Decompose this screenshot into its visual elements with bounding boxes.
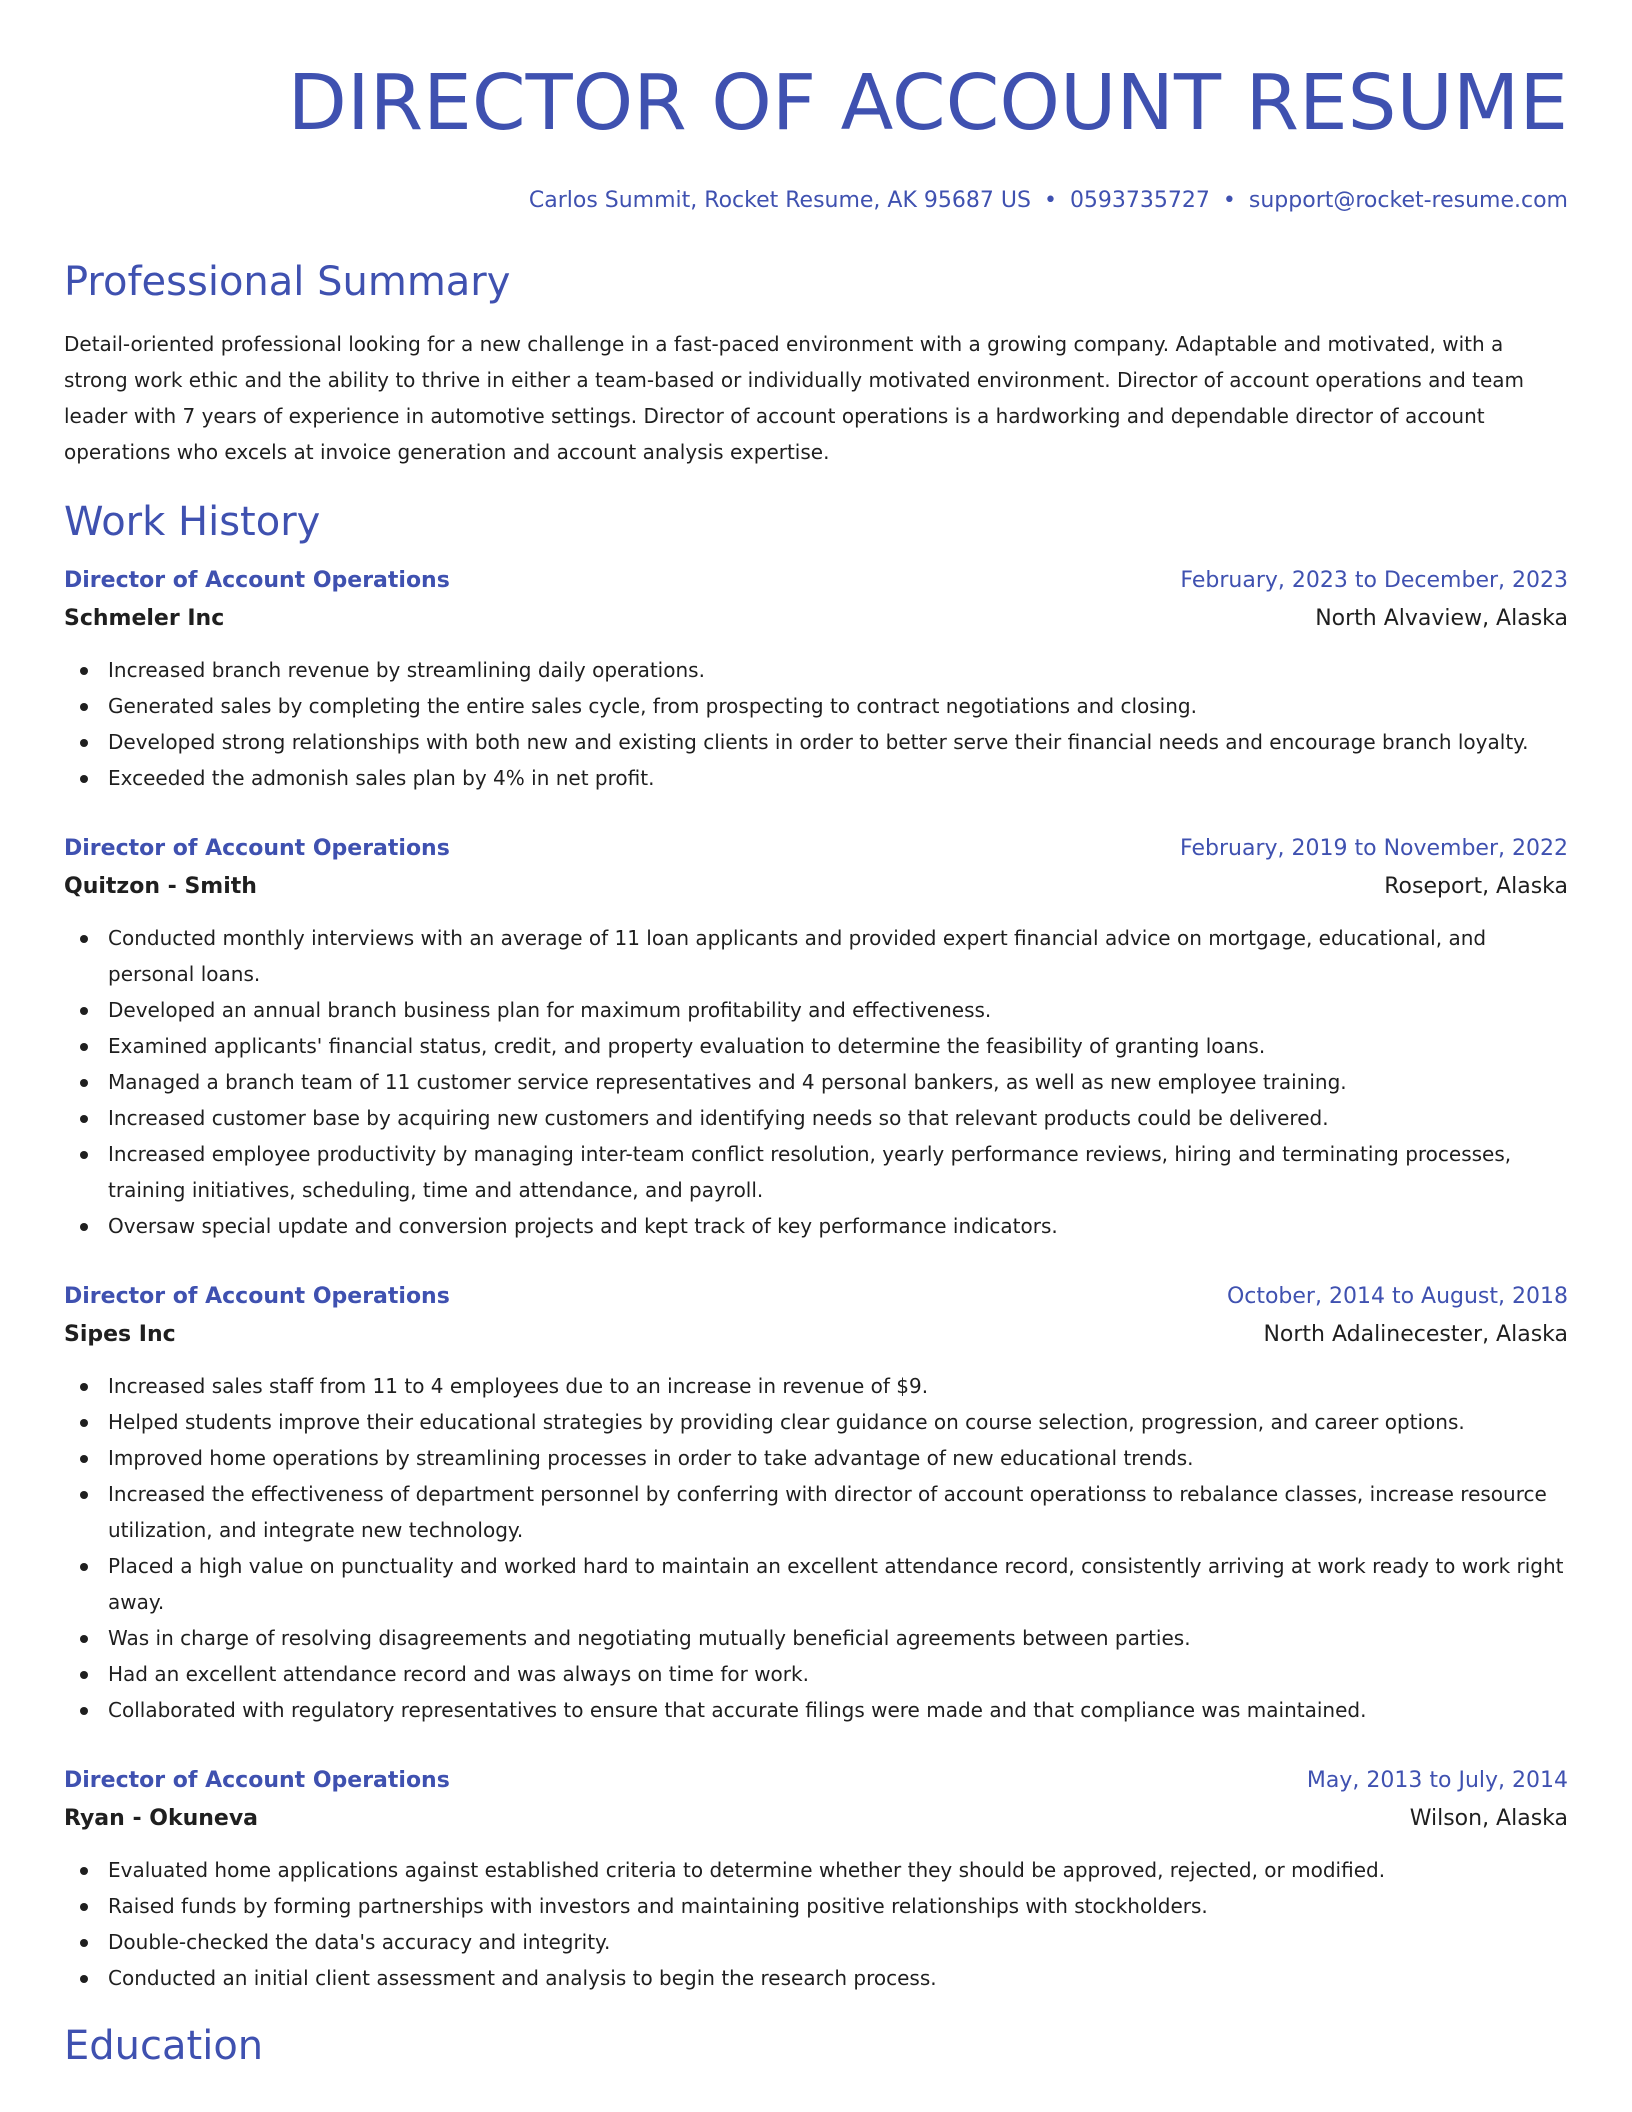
contact-line	[64, 186, 1568, 216]
job-bullet: Increased branch revenue by streamlining daily operations.	[64, 652, 1568, 688]
job-dates: May, 2013 to July, 2014	[1306, 1768, 1568, 1793]
job-bullet: Conducted monthly interviews with an average of 11 loan applicants and provided expert financial advice on mortgage, educational, and personal loans.	[64, 920, 1568, 992]
job-title: Director of Account Operations	[64, 836, 450, 861]
job-bullet: Developed an annual branch business plan for maximum profitability and effectiveness.	[64, 992, 1568, 1028]
job-bullet: Increased customer base by acquiring new customers and identifying needs so that relevant products could be delivered.	[64, 1100, 1568, 1136]
job-bullet: Managed a branch team of 11 customer service representatives and 4 personal bankers, as well as new employee training.	[64, 1064, 1568, 1100]
contact-address: Carlos Summit, Rocket Resume, AK 95687 US	[528, 188, 1031, 213]
job-bullet: Had an excellent attendance record and was always on time for work.	[64, 1656, 1568, 1692]
job-entry	[64, 830, 1568, 1244]
job-dates: February, 2019 to November, 2022	[1180, 836, 1568, 861]
job-dates: February, 2023 to December, 2023	[1180, 568, 1568, 593]
job-entry	[64, 1762, 1568, 1996]
summary-text: Detail-oriented professional looking for a new challenge in a fast-paced environment with a growing company. Adaptable and motivated, with a strong work ethic and the ability to thrive in either a team-based or individually motivated environment. Director of account operations and team leader with 7 years of experience in automotive settings. Director of account operations is a hardworking and dependable director of account operations who excels at invoice generation and account analysis expertise.	[64, 332, 1525, 464]
job-bullet: Oversaw special update and conversion projects and kept track of key performance indicators.	[64, 1208, 1568, 1244]
job-location: North Alvaview, Alaska	[1315, 606, 1568, 631]
job-bullet: Conducted an initial client assessment and analysis to begin the research process.	[64, 1960, 1568, 1996]
job-bullets	[64, 920, 1568, 1244]
job-location: Roseport, Alaska	[1384, 874, 1568, 899]
job-bullet: Exceeded the admonish sales plan by 4% in net profit.	[64, 760, 1568, 796]
job-bullet: Generated sales by completing the entire sales cycle, from prospecting to contract negotiations and closing.	[64, 688, 1568, 724]
contact-separator: •	[1043, 188, 1057, 213]
job-bullet: Was in charge of resolving disagreements and negotiating mutually beneficial agreements between parties.	[64, 1620, 1568, 1656]
contact-phone[interactable]: 0593735727	[1069, 188, 1210, 213]
job-title: Director of Account Operations	[64, 1284, 450, 1309]
job-title: Director of Account Operations	[64, 568, 450, 593]
job-entry	[64, 1278, 1568, 1728]
work-history-heading: Work History	[64, 499, 321, 545]
resume-page	[64, 0, 1568, 2070]
job-bullets	[64, 1368, 1568, 1728]
job-bullet: Double-checked the data's accuracy and integrity.	[64, 1924, 1568, 1960]
job-bullet: Helped students improve their educational strategies by providing clear guidance on course selection, progression, and career options.	[64, 1404, 1568, 1440]
job-bullets	[64, 1852, 1568, 1996]
job-location: North Adalinecester, Alaska	[1263, 1322, 1568, 1347]
job-bullet: Improved home operations by streamlining processes in order to take advantage of new educational trends.	[64, 1440, 1568, 1476]
summary-heading: Professional Summary	[64, 259, 511, 305]
job-company: Ryan - Okuneva	[64, 1806, 259, 1831]
job-dates: October, 2014 to August, 2018	[1226, 1284, 1568, 1309]
job-bullet: Collaborated with regulatory representatives to ensure that accurate filings were made and that compliance was maintained.	[64, 1692, 1568, 1728]
job-bullet: Increased employee productivity by managing inter-team conflict resolution, yearly performance reviews, hiring and terminating processes, training initiatives, scheduling, time and attendance, and payroll.	[64, 1136, 1568, 1208]
job-bullet: Increased the effectiveness of department personnel by conferring with director of account operationss to rebalance classes, increase resource utilization, and integrate new technology.	[64, 1476, 1568, 1548]
job-entry	[64, 562, 1568, 796]
job-company: Quitzon - Smith	[64, 874, 257, 899]
job-title: Director of Account Operations	[64, 1768, 450, 1793]
job-bullet: Developed strong relationships with both new and existing clients in order to better serve their financial needs and encourage branch loyalty.	[64, 724, 1568, 760]
contact-email[interactable]: support@rocket-resume.com	[1248, 188, 1568, 213]
education-heading: Education	[64, 2023, 264, 2069]
work-history-list	[64, 562, 1568, 1996]
job-bullet: Increased sales staff from 11 to 4 employees due to an increase in revenue of $9.	[64, 1368, 1568, 1404]
job-bullet: Raised funds by forming partnerships with investors and maintaining positive relationships with stockholders.	[64, 1888, 1568, 1924]
job-company: Schmeler Inc	[64, 606, 225, 631]
job-location: Wilson, Alaska	[1409, 1806, 1568, 1831]
resume-title: DIRECTOR OF ACCOUNT RESUME	[287, 59, 1568, 148]
job-company: Sipes Inc	[64, 1322, 176, 1347]
job-bullet: Evaluated home applications against established criteria to determine whether they should be approved, rejected, or modified.	[64, 1852, 1568, 1888]
job-bullet: Placed a high value on punctuality and worked hard to maintain an excellent attendance record, consistently arriving at work ready to work right away.	[64, 1548, 1568, 1620]
contact-separator: •	[1222, 188, 1236, 213]
job-bullet: Examined applicants' financial status, credit, and property evaluation to determine the feasibility of granting loans.	[64, 1028, 1568, 1064]
job-bullets	[64, 652, 1568, 796]
